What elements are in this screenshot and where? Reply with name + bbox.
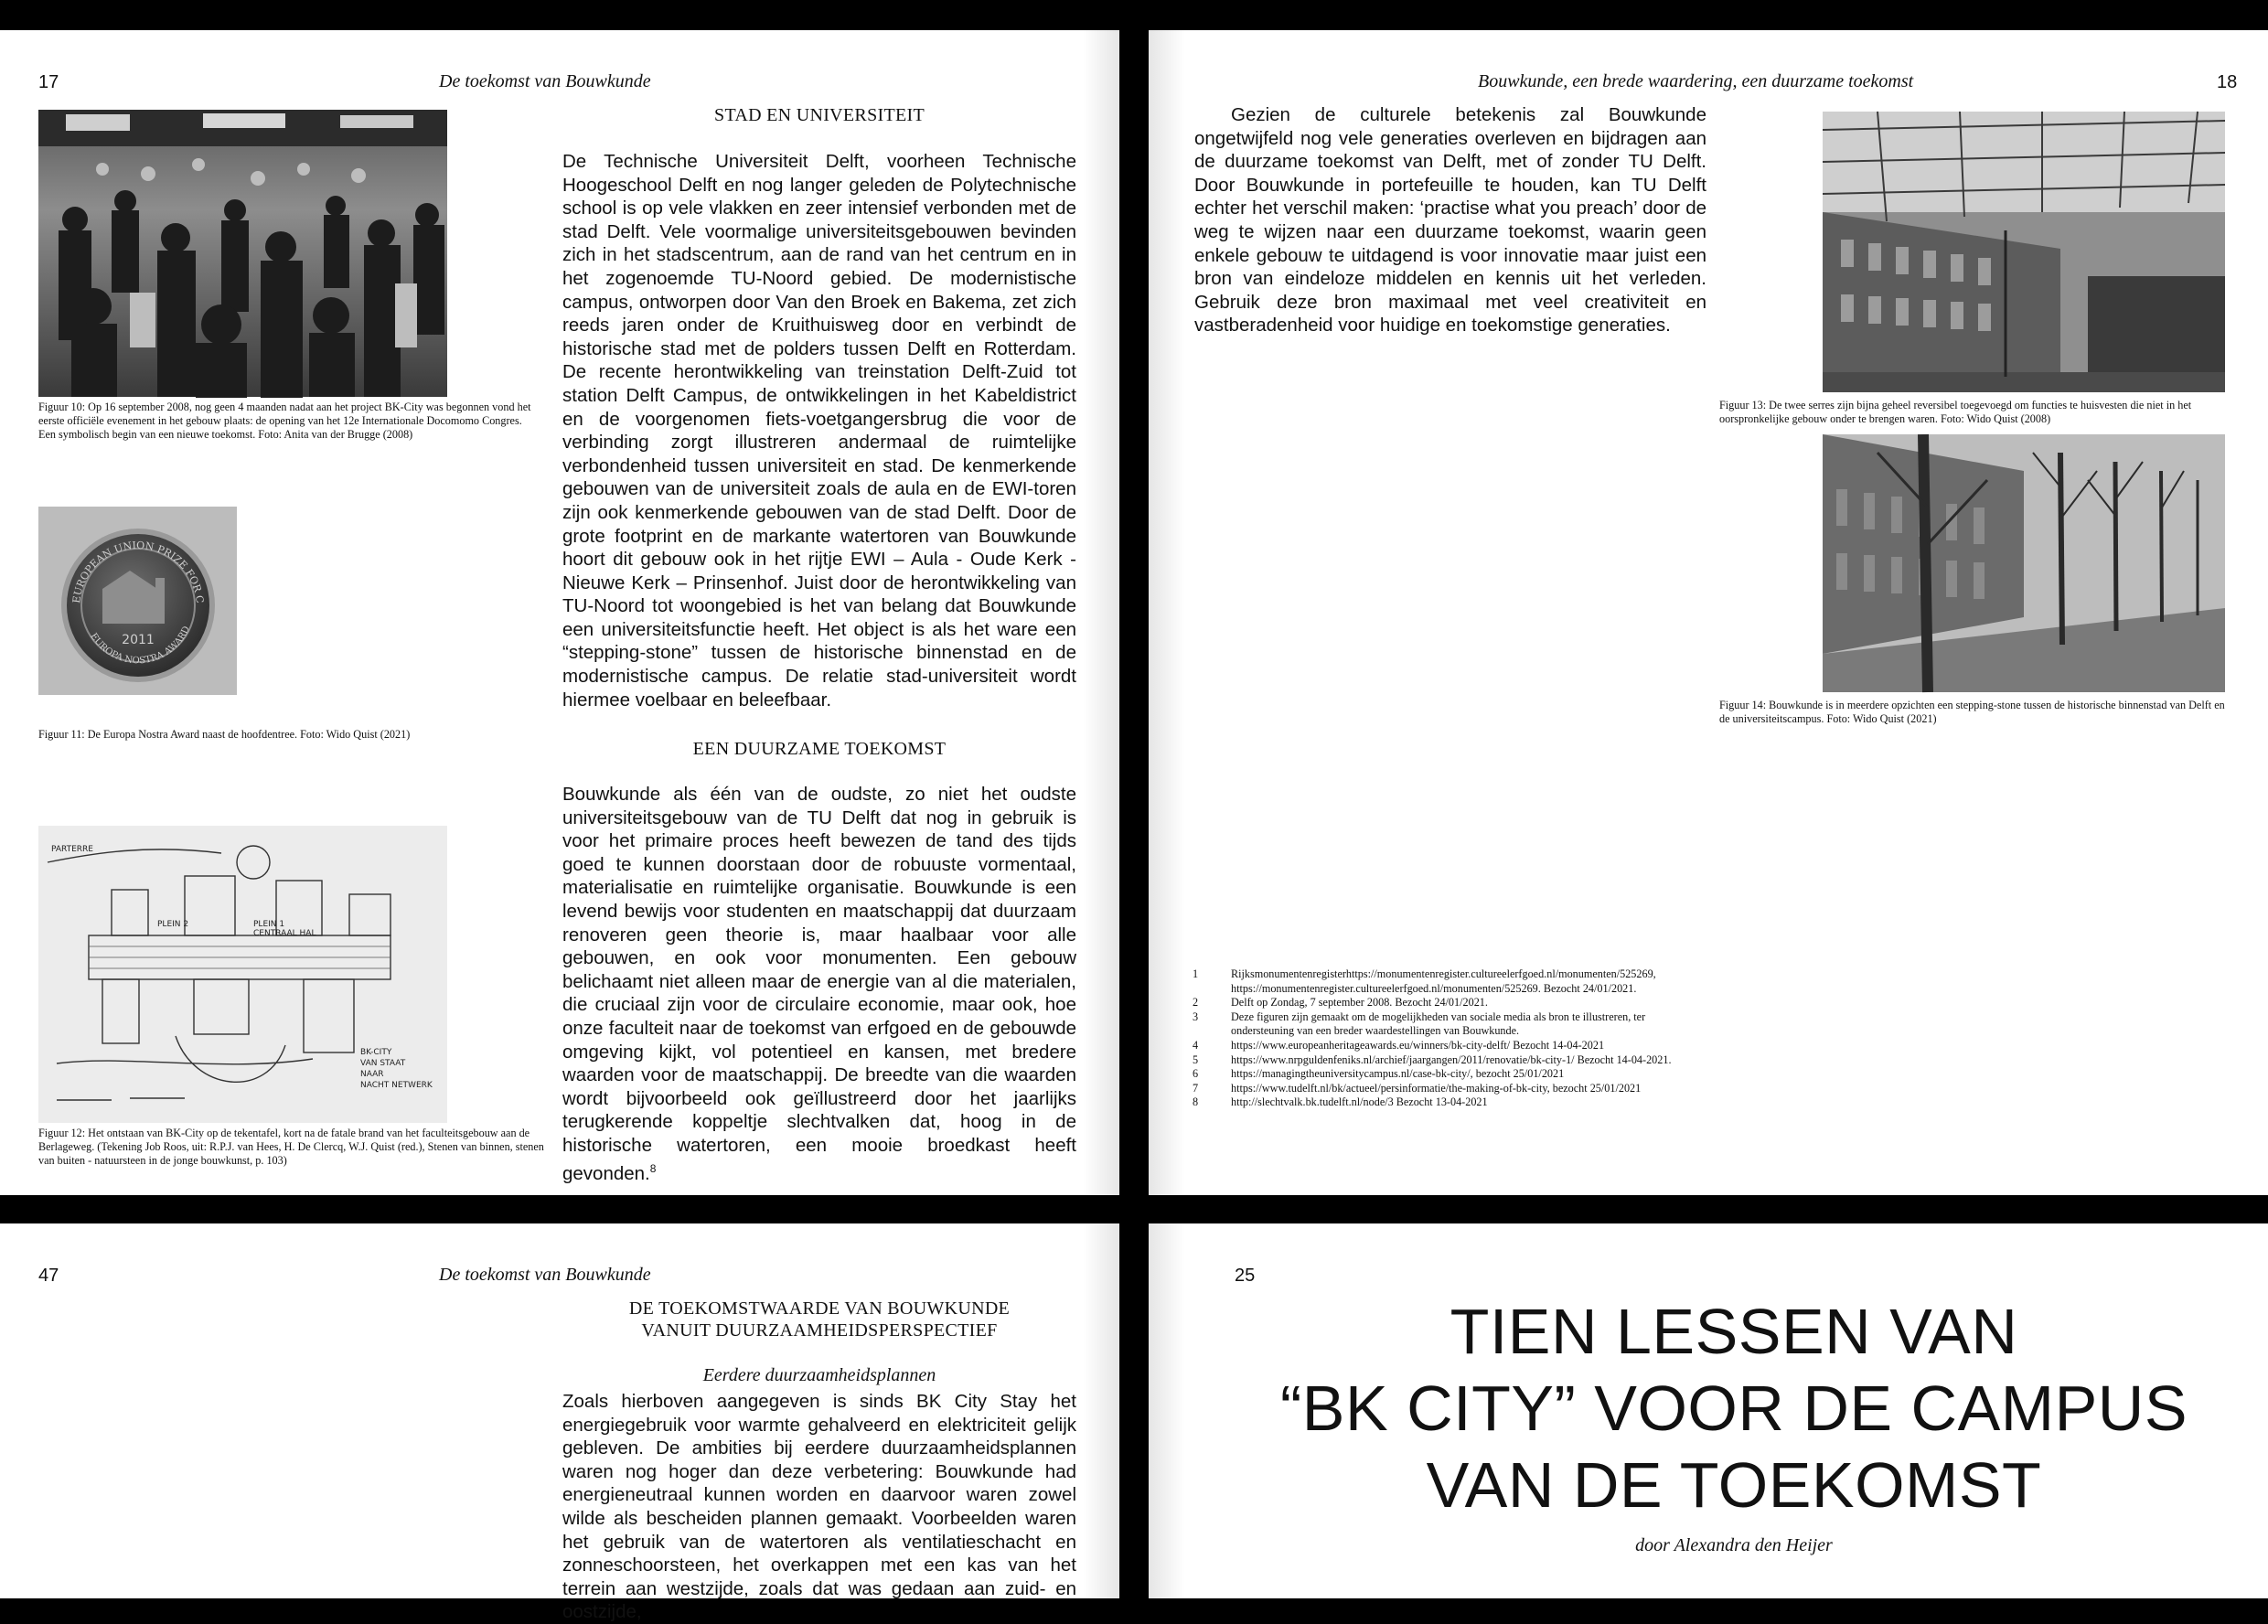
paragraph-stad: De Technische Universiteit Delft, voorheen Technische Hoogeschool Delft en nog langer geleden de Polytechnische school is op vele vlakken en zeer intensief verbonden met de stad Delft. Vele voormalige universiteitsgebouwen bevinden zich in het stadscentrum, aan de rand van het centrum en in het zogenoemde TU-Noord gebied. De modernistische campus, ontworpen door Van den Broek en Bakema, zet zich reeds jaren onder de Kruithuisweg door en verbindt de historische stad met de polders tussen Delft en Rotterdam. De recente herontwikkeling van treinstation Delft-Zuid tot station Delft Campus, de ontwikkelingen in het Kabeldistrict en de voorgenomen fiets-voetgangersbrug die voor de verbinding zorgt illustreren andermaal de ruimtelijke verbondenheid tussen universiteit en stad. De kenmerkende gebouwen van de universiteit zoals de aula en de EWI-toren zijn ook kenmerkende gebouwen van de stad Delft. Door de grote footprint en de markante watertoren van Bouwkunde hoort dit gebouw ook in het rijtje EWI – Aula - Oude Kerk - Nieuwe Kerk – Prinsenhof. Juist door de herontwikkeling van TU-Noord tot woongebied is het van belang dat Bouwkunde een universiteitsfunctie heeft. Het object is als het ware een “stepping-stone” tussen de historische binnenstad en de modernistische campus. De relatie stad-universiteit wordt hiermee voelbaar en beleefbaar. <box>562 151 1076 710</box>
footnote-item: 6 https://managingtheuniversitycampus.nl/case-bk-city/, bezocht 25/01/2021 <box>1193 1067 1565 1081</box>
footnote-item: 5 https://www.nrpguldenfeniks.nl/archief/jaargangen/2011/renovatie/bk-city-1/ Bezocht 14-04-2021. <box>1193 1052 1672 1066</box>
chapter-title-line-1: TIEN LESSEN VAN <box>1450 1296 2018 1367</box>
section-heading-line-2: VANUIT DUURZAAMHEIDSPERSPECTIEF <box>641 1320 998 1341</box>
footnote-ref: 8 <box>649 1161 657 1175</box>
footnotes-list <box>1193 967 1696 1110</box>
trees-photo-image <box>1823 434 2225 692</box>
section-heading-stad: STAD EN UNIVERSITEIT <box>714 105 925 125</box>
figure-12-photo <box>38 826 447 1123</box>
figure-10-photo <box>38 110 447 397</box>
paragraph-duurzaamheid: Zoals hierboven aangegeven is sinds BK City Stay het energiegebruik voor warmte gehalveerd en elektriciteit gelijk gebleven. De ambities bij eerdere duurzaamheidsplannen waren nog hoger dan deze verbetering: Bouwkunde had energieneutraal kunnen worden en daarvoor waren zowel wilde als bescheiden plannen gemaakt. Voorbeelden waren het gebruik van de watertoren als ventilatieschacht en zonneschoorsteen, het overkappen met een kas van het terrein aan westzijde, zoals dat was gedaan aan zuid- en oostzijde, <box>562 1391 1076 1623</box>
section-heading-duurzaam: EEN DUURZAME TOEKOMST <box>692 739 947 759</box>
chapter-title-line-2: “BK CITY” VOOR DE CAMPUS <box>1279 1373 2188 1444</box>
running-head: De toekomst van Bouwkunde <box>439 71 651 91</box>
chapter-title <box>1204 1293 2264 1523</box>
sketch-label-g: NAAR <box>360 1070 384 1079</box>
subheading: Eerdere duurzaamheidsplannen <box>702 1365 936 1385</box>
sketch-label-b: PLEIN 2 <box>157 920 189 929</box>
figure-13-photo <box>1823 112 2225 392</box>
page-number: 17 <box>38 72 59 92</box>
sketch-label-e: BK-CITY <box>360 1048 392 1057</box>
sketch-label-d: CENTRAAL HAL <box>253 929 316 938</box>
sketch-label-c: PLEIN 1 <box>253 920 285 929</box>
figure-14-photo <box>1823 434 2225 692</box>
footnote-item: 3 Deze figuren zijn gemaakt om de mogelijkheden van sociale media als bron te illustreren, ter ondersteuning van een breder waardestellingen van Bouwkunde. <box>1193 1010 1646 1038</box>
serre-photo-image <box>1823 112 2225 392</box>
footnote-item: 2 Delft op Zondag, 7 september 2008. Bezocht 24/01/2021. <box>1193 996 1488 1010</box>
running-head: De toekomst van Bouwkunde <box>439 1265 651 1285</box>
medal-year: 2011 <box>122 633 155 647</box>
figure-13-caption: Figuur 13: De twee serres zijn bijna geheel reversibel toegevoegd om functies te huisvesten die niet in het oorspronkelijke gebouw onder te brengen waren. Foto: Wido Quist (2008) <box>1719 399 2192 426</box>
sketch-label-a: PARTERRE <box>51 845 93 854</box>
medal-top-text: EUROPEAN UNION PRIZE FOR C <box>70 539 206 604</box>
sketch-image <box>38 826 447 1123</box>
figure-11-caption: Figuur 11: De Europa Nostra Award naast de hoofdentree. Foto: Wido Quist (2021) <box>38 728 411 741</box>
sketch-label-f: VAN STAAT <box>360 1059 406 1068</box>
page-number: 25 <box>1235 1266 1256 1286</box>
figure-14-caption: Figuur 14: Bouwkunde is in meerdere opzichten een stepping-stone tussen de historische binnenstad van Delft en de universiteitscampus. Foto: Wido Quist (2021) <box>1719 699 2225 726</box>
footnote-item: 1 Rijksmonumentenregisterhttps://monumentenregister.cultureelerfgoed.nl/monumenten/525269, https://monumentenregister.cultureelerfgoed.nl/monumenten/525269. Bezocht 24/01/2021. <box>1193 967 1656 995</box>
figure-12-caption: Figuur 12: Het ontstaan van BK-City op de tekentafel, kort na de fatale brand van het faculteitsgebouw aan de Berlageweg. (Tekening Job Roos, uit: R.P.J. van Hees, H. De Clercq, W.J. Quist (red.), Stenen van binnen, stenen van buiten - natuursteen in de jonge bouwkunst, p. 103) <box>38 1127 544 1168</box>
figure-11-photo <box>38 507 237 695</box>
figure-10-caption: Figuur 10: Op 16 september 2008, nog geen 4 maanden nadat aan het project BK-City was begonnen vond het eerste officiële evenement in het gebouw plaats: de opening van het 12e Internationale Docomomo Congres. Een symbolisch begin van een nieuwe toekomst. Foto: Anita van der Brugge (2008) <box>38 401 531 442</box>
paragraph-conclusie: Gezien de culturele betekenis zal Bouwkunde ongetwijfeld nog vele generaties overleven en bijdragen aan de duurzame toekomst van Delft, met of zonder TU Delft. Door Bouwkunde in portefeuille te houden, kan TU Delft echter het verschil maken: ‘practise what you preach’ door de weg te wijzen naar een duurzame toekomst, waarin geen enkele gebouw te uitdagend is voor innovatie maar juist een bron van eindeloze middelen en kennis uit het verleden. Gebruik deze bron maximaal met veel creativiteit en vastberadenheid voor huidige en toekomstige generaties. <box>1194 104 1706 337</box>
running-head: Bouwkunde, een brede waardering, een duurzame toekomst <box>1478 71 1914 91</box>
paragraph-duurzaam-text: Bouwkunde als één van de oudste, zo niet het oudste universiteitsgebouw van de TU Delft dat nog in gebruik is voor het primaire proces heeft bewezen de tand des tijds goed te kunnen doorstaan door de robuuste vormentaal, materialisatie en ruimtelijke organisatie. Bouwkunde is een levend bewijs voor studenten en maatschappij dat duurzaam renoveren geen theorie is, maar haalbaar voor alle gebouwen, en ook voor monumenten. Een gebouw belichaamt niet alleen maar de energie van al die materialen, die cruciaal zijn voor de circulaire economie, maar ook, hoe onze faculteit naar de toekomst van erfgoed en de gebouwde omgeving kijkt, vol potentieel en kansen, met bredere waarden voor de maatschappij. De breedte van die waarden wordt bijvoorbeeld ook geïllustreerd door het jaarlijks terugkerende koppeltje slechtvalken dat, hoog in de historische watertoren, een mooie broedkast heeft gevonden. <box>562 784 1076 1184</box>
footnote-item: 8 http://slechtvalk.bk.tudelft.nl/node/3 Bezocht 13-04-2021 <box>1193 1095 1488 1109</box>
medal-bottom-text: EUROPA NOSTRA AWARD <box>88 625 192 667</box>
sketch-label-h: NACHT NETWERK <box>360 1081 433 1090</box>
page-18 <box>1149 30 2268 1195</box>
page-number: 18 <box>2217 72 2238 92</box>
section-heading-line-1: DE TOEKOMSTWAARDE VAN BOUWKUNDE <box>628 1298 1011 1319</box>
page-17 <box>0 30 1119 1195</box>
medal-photo-image <box>38 507 237 695</box>
crowd-photo-image <box>38 110 447 397</box>
paragraph-duurzaam <box>562 783 1076 1185</box>
footnote-item: 7 https://www.tudelft.nl/bk/actueel/persinformatie/the-making-of-bk-city, bezocht 25/01/2021 <box>1193 1081 1642 1095</box>
page-25 <box>1149 1223 2268 1598</box>
footnote-item: 4 https://www.europeanheritageawards.eu/winners/bk-city-delft/ Bezocht 14-04-2021 <box>1193 1038 1605 1052</box>
chapter-title-line-3: VAN DE TOEKOMST <box>1426 1449 2042 1521</box>
page-number: 47 <box>38 1266 59 1286</box>
byline: door Alexandra den Heijer <box>1635 1535 1833 1555</box>
page-47 <box>0 1223 1119 1623</box>
